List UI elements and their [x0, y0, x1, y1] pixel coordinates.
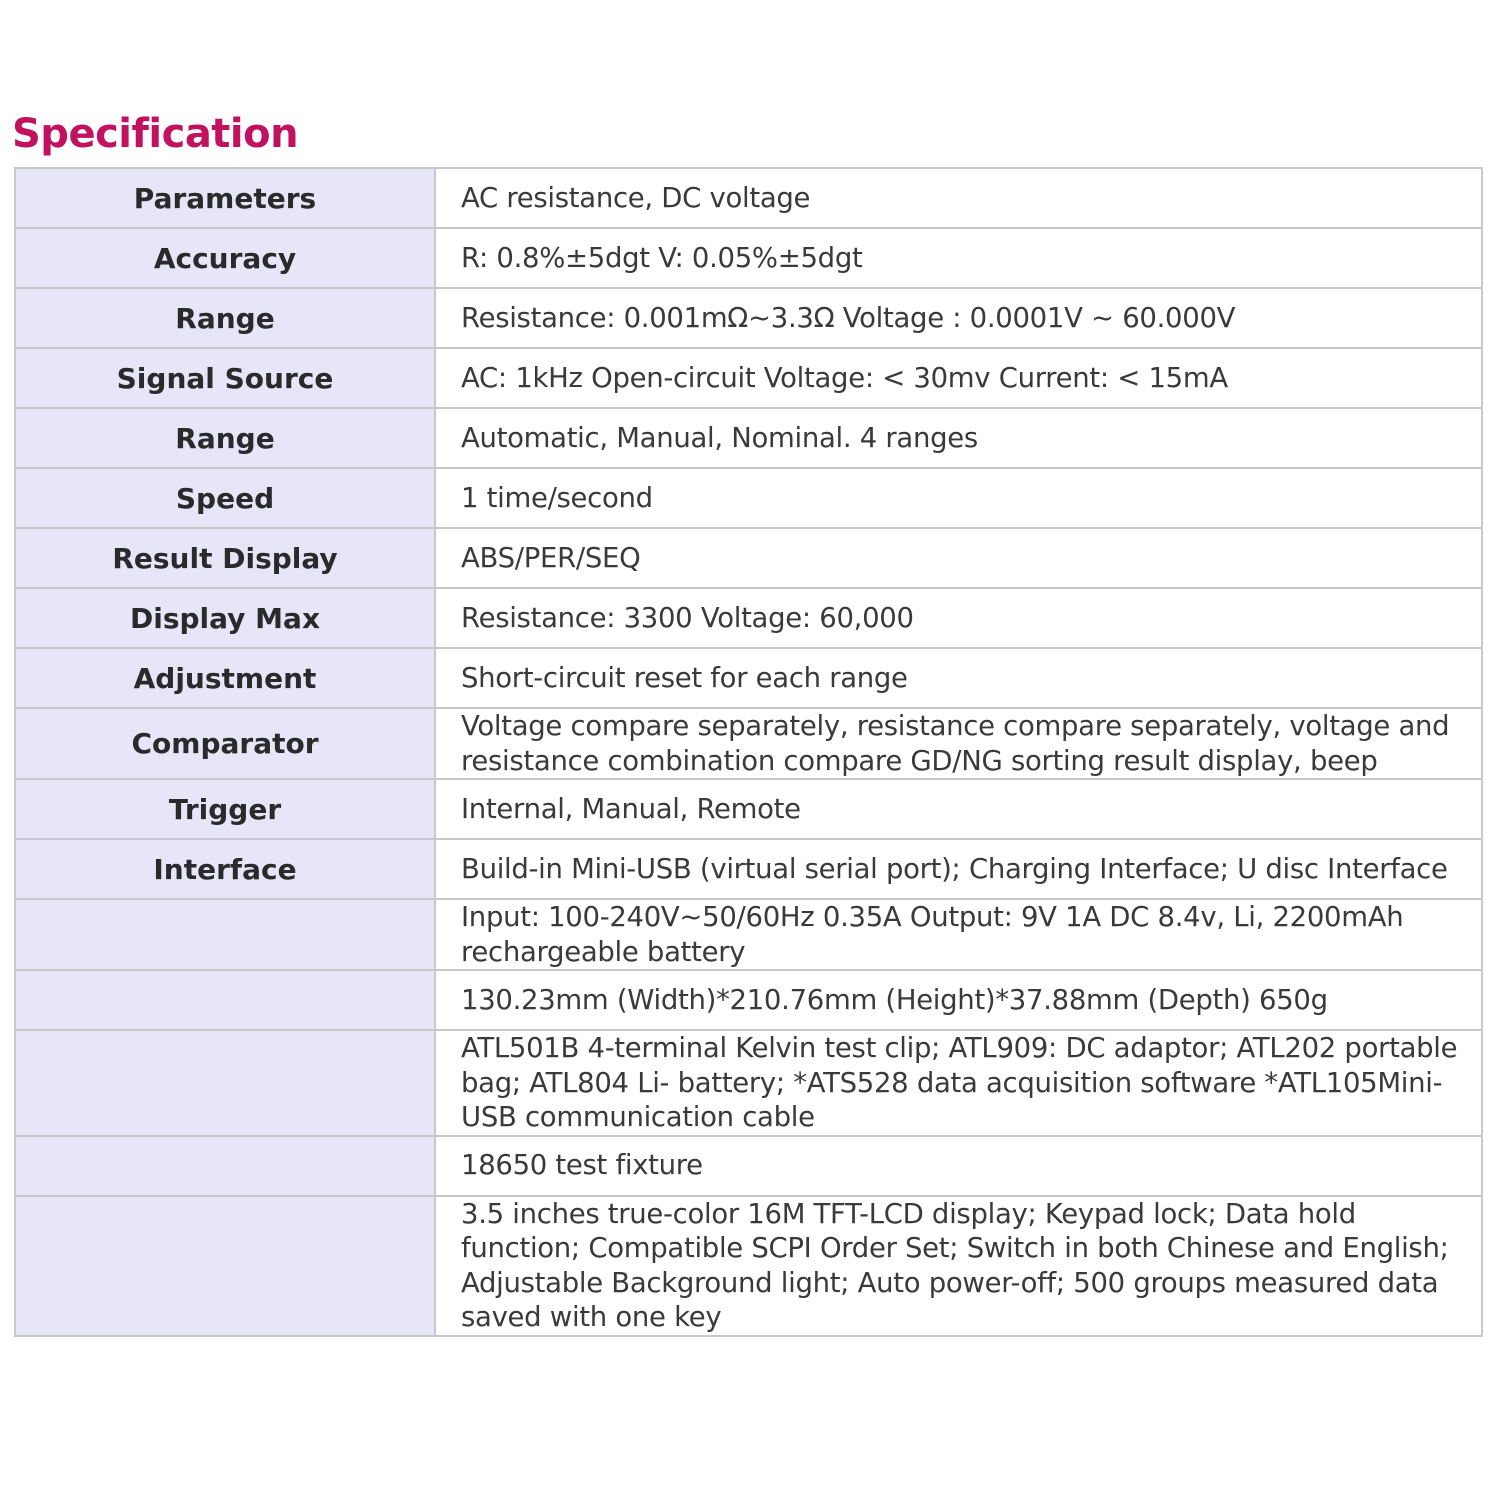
spec-parameter-cell: Result Display: [15, 528, 435, 588]
spec-value-cell: 130.23mm (Width)*210.76mm (Height)*37.88mm (Depth) 650g: [435, 970, 1482, 1030]
spec-row: [15, 408, 1482, 468]
spec-parameter-cell: Adjustment: [15, 648, 435, 708]
spec-parameter-cell: Range: [15, 408, 435, 468]
spec-row: [15, 528, 1482, 588]
spec-value-cell: Short-circuit reset for each range: [435, 648, 1482, 708]
spec-value-cell: 1 time/second: [435, 468, 1482, 528]
spec-value-cell: 3.5 inches true-color 16M TFT-LCD display; Keypad lock; Data hold function; Compatible SCPI Order Set; Switch in both Chinese and English; Adjustable Background light; Auto power-off; 500 groups measured data saved with one key: [435, 1196, 1482, 1336]
spec-row: [15, 1030, 1482, 1136]
spec-parameter-cell: [15, 970, 435, 1030]
spec-parameter-cell: Accuracy: [15, 228, 435, 288]
spec-value-cell: Voltage compare separately, resistance compare separately, voltage and resistance combination compare GD/NG sorting result display, beep: [435, 708, 1482, 779]
spec-value-cell: Automatic, Manual, Nominal. 4 ranges: [435, 408, 1482, 468]
spec-row: [15, 588, 1482, 648]
spec-row: [15, 1196, 1482, 1336]
spec-parameter-cell: Signal Source: [15, 348, 435, 408]
spec-parameter-cell: Speed: [15, 468, 435, 528]
spec-value-cell: R: 0.8%±5dgt V: 0.05%±5dgt: [435, 228, 1482, 288]
spec-row: [15, 228, 1482, 288]
spec-parameter-cell: Trigger: [15, 779, 435, 839]
spec-row: [15, 708, 1482, 779]
spec-row: [15, 648, 1482, 708]
spec-value-cell: AC: 1kHz Open-circuit Voltage: < 30mv Current: < 15mA: [435, 348, 1482, 408]
spec-row: [15, 839, 1482, 899]
spec-value-cell: Internal, Manual, Remote: [435, 779, 1482, 839]
spec-parameter-cell: Parameters: [15, 168, 435, 228]
spec-parameter-cell: [15, 1030, 435, 1136]
spec-value-cell: AC resistance, DC voltage: [435, 168, 1482, 228]
spec-value-cell: Resistance: 0.001mΩ~3.3Ω Voltage : 0.0001V ~ 60.000V: [435, 288, 1482, 348]
spec-parameter-cell: Interface: [15, 839, 435, 899]
spec-row: [15, 899, 1482, 970]
spec-row: [15, 970, 1482, 1030]
spec-value-cell: Resistance: 3300 Voltage: 60,000: [435, 588, 1482, 648]
spec-row: [15, 779, 1482, 839]
specification-table: [14, 167, 1483, 1337]
spec-row: [15, 168, 1482, 228]
spec-parameter-cell: Range: [15, 288, 435, 348]
spec-row: [15, 468, 1482, 528]
spec-parameter-cell: Comparator: [15, 708, 435, 779]
spec-value-cell: ABS/PER/SEQ: [435, 528, 1482, 588]
spec-parameter-cell: [15, 1136, 435, 1196]
spec-row: [15, 1136, 1482, 1196]
spec-row: [15, 288, 1482, 348]
page-title: Specification: [12, 111, 299, 157]
spec-value-cell: ATL501B 4-terminal Kelvin test clip; ATL909: DC adaptor; ATL202 portable bag; ATL804 Li- battery; *ATS528 data acquisition software *ATL105Mini-USB communication cable: [435, 1030, 1482, 1136]
spec-parameter-cell: [15, 899, 435, 970]
spec-row: [15, 348, 1482, 408]
spec-value-cell: Build-in Mini-USB (virtual serial port); Charging Interface; U disc Interface: [435, 839, 1482, 899]
spec-value-cell: 18650 test fixture: [435, 1136, 1482, 1196]
specification-table-body: [15, 168, 1482, 1336]
spec-value-cell: Input: 100-240V~50/60Hz 0.35A Output: 9V 1A DC 8.4v, Li, 2200mAh rechargeable battery: [435, 899, 1482, 970]
spec-parameter-cell: [15, 1196, 435, 1336]
spec-parameter-cell: Display Max: [15, 588, 435, 648]
